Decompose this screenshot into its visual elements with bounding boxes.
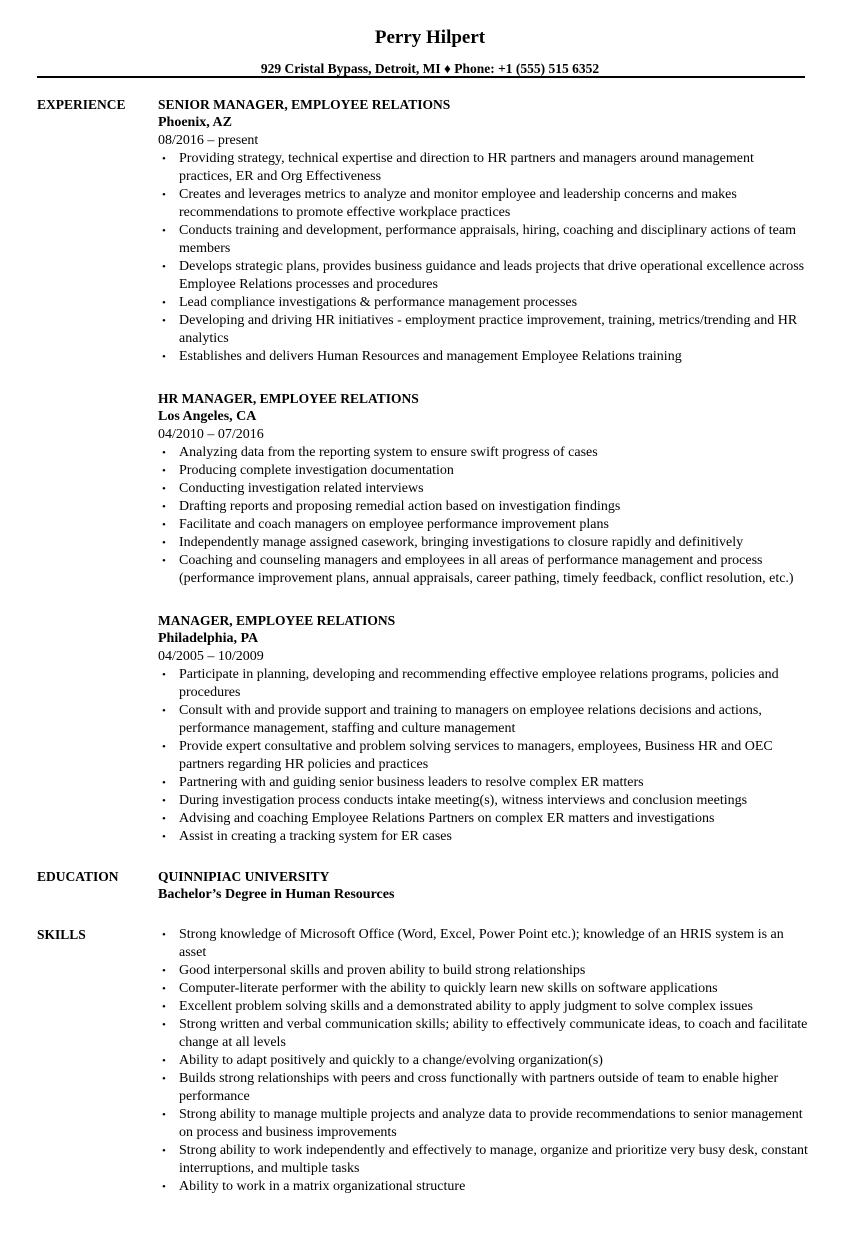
list-item: • Drafting reports and proposing remedial action based on investigation findings — [158, 498, 810, 516]
list-item: • Conducting investigation related interviews — [158, 480, 810, 498]
job-title: MANAGER, EMPLOYEE RELATIONS — [158, 613, 396, 628]
header-divider — [37, 76, 805, 78]
list-item: • Assist in creating a tracking system for ER cases — [158, 828, 810, 846]
experience-section — [0, 96, 860, 846]
list-item: • Consult with and provide support and training to managers on employee relations decisions and actions, performance management, staffing and culture management — [158, 702, 810, 738]
list-item: • Developing and driving HR initiatives - employment practice improvement, training, metrics/trending and HR analytics — [158, 312, 810, 348]
job-dates: 04/2005 – 10/2009 — [158, 649, 264, 664]
list-item: • Providing strategy, technical expertise and direction to HR partners and managers around management practices, ER and Org Effectiveness — [158, 150, 810, 186]
school-name: QUINNIPIAC UNIVERSITY — [158, 869, 330, 884]
job-entry — [158, 612, 810, 846]
list-item: • Strong ability to manage multiple projects and analyze data to provide recommendations to senior management on process and business improvements — [158, 1106, 810, 1142]
list-item: • Partnering with and guiding senior business leaders to resolve complex ER matters — [158, 774, 810, 792]
education-section — [0, 868, 860, 904]
job-location: Philadelphia, PA — [158, 631, 259, 646]
list-item: • Ability to adapt positively and quickly to a change/evolving organization(s) — [158, 1052, 810, 1070]
list-item: • Builds strong relationships with peers and cross functionally with partners outside of team to enable higher performance — [158, 1070, 810, 1106]
list-item: • Lead compliance investigations & performance management processes — [158, 294, 810, 312]
candidate-name: Perry Hilpert — [374, 27, 486, 48]
job-title: SENIOR MANAGER, EMPLOYEE RELATIONS — [158, 97, 451, 112]
list-item: • Coaching and counseling managers and employees in all areas of performance management and process (performance improvement plans, annual appraisals, career pathing, timely feedback, conflict resolution, etc.) — [158, 552, 810, 588]
skills-section — [0, 926, 860, 1196]
list-item: • Conducts training and development, performance appraisals, hiring, coaching and disciplinary actions of team members — [158, 222, 810, 258]
job-entry — [158, 390, 810, 588]
list-item: • Creates and leverages metrics to analyze and monitor employee and leadership concerns and makes recommendations to promote effective workplace practices — [158, 186, 810, 222]
list-item: • Ability to work in a matrix organizational structure — [158, 1178, 810, 1196]
job-bullets — [158, 444, 810, 588]
contact-line: 929 Cristal Bypass, Detroit, MI ♦ Phone: +1 (555) 515 6352 — [260, 61, 600, 76]
education-label: EDUCATION — [37, 869, 119, 884]
list-item: • Develops strategic plans, provides business guidance and leads projects that drive operational excellence across Employee Relations processes and procedures — [158, 258, 810, 294]
resume-header — [0, 0, 860, 78]
job-location: Phoenix, AZ — [158, 115, 232, 130]
list-item: • Computer-literate performer with the ability to quickly learn new skills on software applications — [158, 980, 810, 998]
resume-content — [0, 96, 860, 1196]
job-bullets — [158, 150, 810, 366]
list-item: • Advising and coaching Employee Relations Partners on complex ER matters and investigations — [158, 810, 810, 828]
skills-label: SKILLS — [37, 927, 86, 942]
list-item: • Strong written and verbal communication skills; ability to effectively communicate ideas, to coach and facilitate change at all levels — [158, 1016, 810, 1052]
job-dates: 04/2010 – 07/2016 — [158, 427, 264, 442]
list-item: • During investigation process conducts intake meeting(s), witness interviews and conclusion meetings — [158, 792, 810, 810]
list-item: • Excellent problem solving skills and a demonstrated ability to apply judgment to solve complex issues — [158, 998, 810, 1016]
job-location: Los Angeles, CA — [158, 409, 257, 424]
list-item: • Facilitate and coach managers on employee performance improvement plans — [158, 516, 810, 534]
list-item: • Provide expert consultative and problem solving services to managers, employees, Business HR and OEC partners regarding HR policies and practices — [158, 738, 810, 774]
experience-body — [158, 96, 810, 846]
job-title: HR MANAGER, EMPLOYEE RELATIONS — [158, 391, 419, 406]
degree: Bachelor’s Degree in Human Resources — [158, 887, 395, 902]
skills-body — [158, 926, 810, 1196]
list-item: • Analyzing data from the reporting system to ensure swift progress of cases — [158, 444, 810, 462]
education-body — [158, 868, 810, 904]
list-item: • Strong ability to work independently and effectively to manage, organize and prioritize very busy desk, constant interruptions, and multiple tasks — [158, 1142, 810, 1178]
job-dates: 08/2016 – present — [158, 133, 259, 148]
experience-label: EXPERIENCE — [37, 97, 126, 112]
list-item: • Independently manage assigned casework, bringing investigations to closure rapidly and definitively — [158, 534, 810, 552]
list-item: • Establishes and delivers Human Resources and management Employee Relations training — [158, 348, 810, 366]
skills-list — [158, 926, 810, 1196]
list-item: • Participate in planning, developing and recommending effective employee relations programs, policies and procedures — [158, 666, 810, 702]
list-item: • Strong knowledge of Microsoft Office (Word, Excel, Power Point etc.); knowledge of an HRIS system is an asset — [158, 926, 810, 962]
list-item: • Good interpersonal skills and proven ability to build strong relationships — [158, 962, 810, 980]
job-entry — [158, 96, 810, 366]
list-item: • Producing complete investigation documentation — [158, 462, 810, 480]
job-bullets — [158, 666, 810, 846]
